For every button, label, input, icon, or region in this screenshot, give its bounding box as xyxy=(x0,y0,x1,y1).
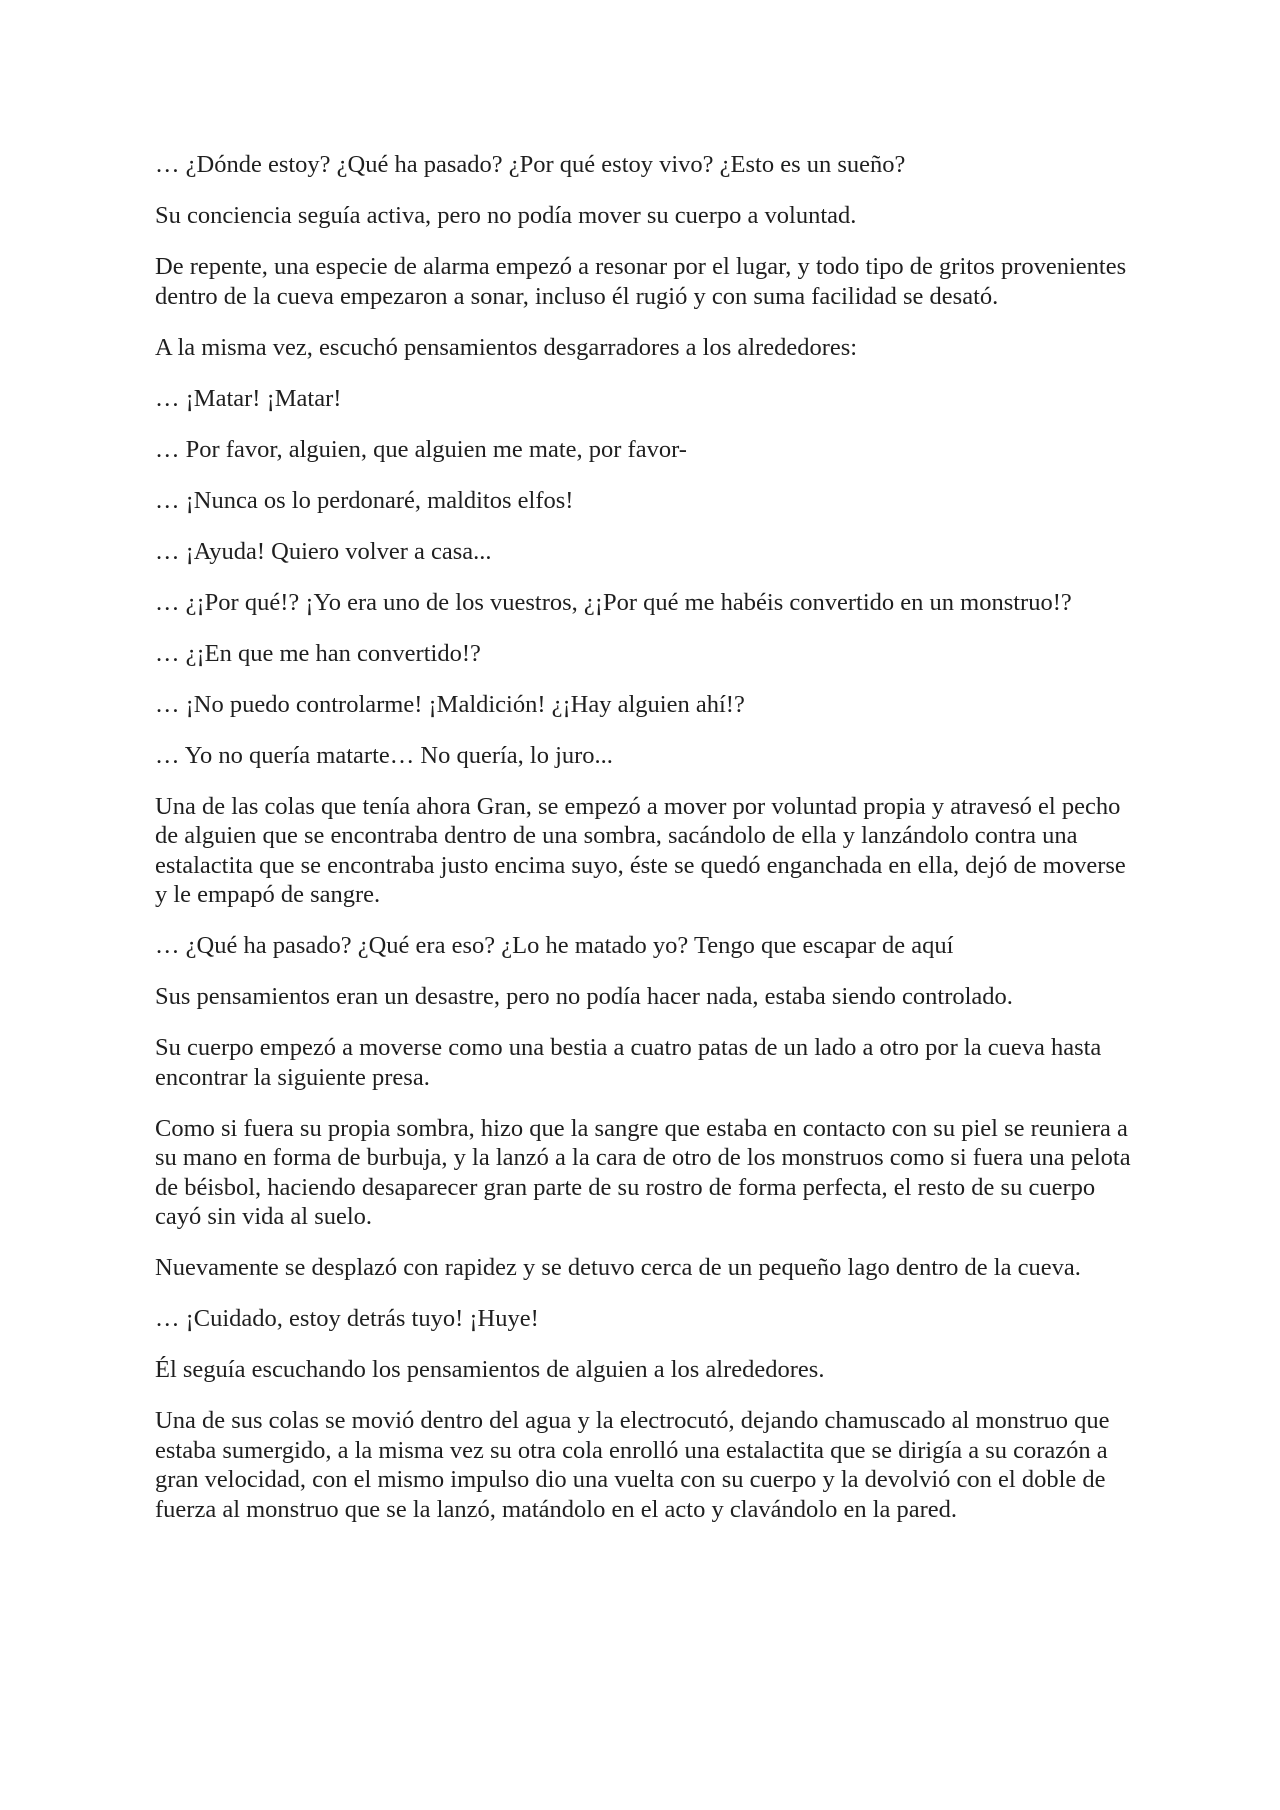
paragraph: Como si fuera su propia sombra, hizo que la sangre que estaba en contacto con su piel se reuniera a su mano en forma de burbuja, y la lanzó a la cara de otro de los monstruos como si fuera una pelota de béisbol, haciendo desaparecer gran parte de su rostro de forma perfecta, el resto de su cuerpo cayó sin vida al suelo. xyxy=(155,1114,1131,1230)
dialogue-line: … ¡No puedo controlarme! ¡Maldición! ¿¡Hay alguien ahí!? xyxy=(155,690,745,718)
paragraph: De repente, una especie de alarma empezó a resonar por el lugar, y todo tipo de gritos provenientes dentro de la cueva empezaron a sonar, incluso él rugió y con suma facilidad se desató. xyxy=(155,253,1127,310)
dialogue-line: … ¡Matar! ¡Matar! xyxy=(155,384,342,412)
dialogue-line: … ¿Qué ha pasado? ¿Qué era eso? ¿Lo he matado yo? Tengo que escapar de aquí xyxy=(155,932,954,959)
paragraph: Sus pensamientos eran un desastre, pero no podía hacer nada, estaba siendo controlado. xyxy=(155,983,1013,1010)
dialogue-line: … ¡Ayuda! Quiero volver a casa... xyxy=(155,537,492,565)
dialogue-line: … Por favor, alguien, que alguien me mate, por favor- xyxy=(155,435,687,463)
dialogue-line: … ¿¡Por qué!? ¡Yo era uno de los vuestros, ¿¡Por qué me habéis convertido en un monstruo!? xyxy=(155,588,1072,616)
paragraph: Él seguía escuchando los pensamientos de alguien a los alrededores. xyxy=(155,1356,825,1383)
paragraph: … ¿Dónde estoy? ¿Qué ha pasado? ¿Por qué estoy vivo? ¿Esto es un sueño? xyxy=(155,151,906,178)
paragraph: Una de sus colas se movió dentro del agua y la electrocutó, dejando chamuscado al monstruo que estaba sumergido, a la misma vez su otra cola enrolló una estalactita que se dirigía a su corazón a gran velocidad, con el mismo impulso dio una vuelta con su cuerpo y la devolvió con el doble de fuerza al monstruo que se la lanzó, matándolo en el acto y clavándolo en la pared. xyxy=(155,1407,1110,1523)
document-page xyxy=(155,150,1135,1546)
dialogue-line: … ¡Cuidado, estoy detrás tuyo! ¡Huye! xyxy=(155,1305,539,1332)
paragraph: Nuevamente se desplazó con rapidez y se detuvo cerca de un pequeño lago dentro de la cueva. xyxy=(155,1254,1081,1281)
paragraph: Una de las colas que tenía ahora Gran, se empezó a mover por voluntad propia y atravesó el pecho de alguien que se encontraba dentro de una sombra, sacándolo de ella y lanzándolo contra una estalactita que se encontraba justo encima suyo, éste se quedó enganchada en ella, dejó de moverse y le empapó de sangre. xyxy=(155,792,1126,908)
dialogue-line: … ¿¡En que me han convertido!? xyxy=(155,639,481,667)
paragraph: A la misma vez, escuchó pensamientos desgarradores a los alrededores: xyxy=(155,333,858,361)
dialogue-line: … Yo no quería matarte… No quería, lo juro... xyxy=(155,741,613,769)
paragraph: Su cuerpo empezó a moverse como una bestia a cuatro patas de un lado a otro por la cueva hasta encontrar la siguiente presa. xyxy=(155,1034,1102,1091)
dialogue-line: … ¡Nunca os lo perdonaré, malditos elfos! xyxy=(155,486,574,514)
paragraph: Su conciencia seguía activa, pero no podía mover su cuerpo a voluntad. xyxy=(155,202,857,229)
